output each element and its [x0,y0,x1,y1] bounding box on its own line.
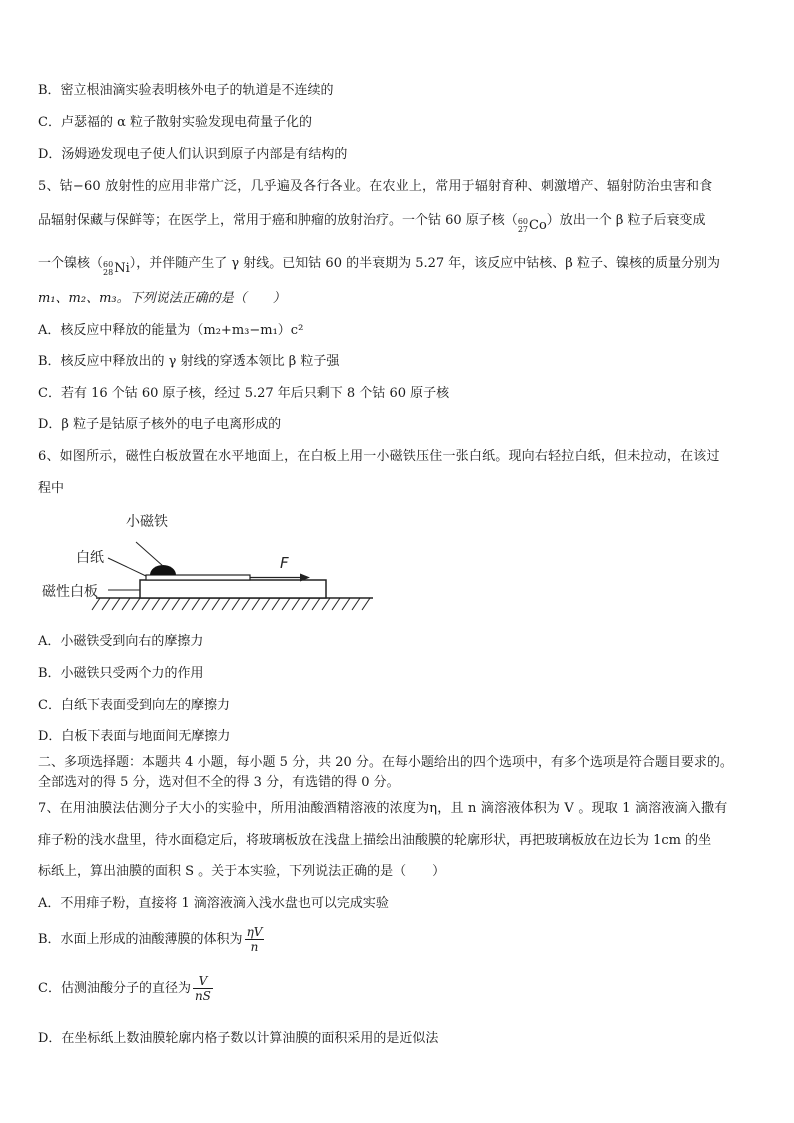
q5-stem-line2 [38,212,706,235]
section2-heading-line2: 全部选对的得 5 分，选对但不全的得 3 分，有选错的得 0 分。 [38,775,400,790]
q6-stem-line2: 程中 [38,481,65,496]
q7-option-b-fraction [245,925,265,954]
small-magnet [150,565,176,575]
nickel-mass-number: 60 [103,260,114,269]
q5-stem-line2-a: 品辐射保藏与保鲜等；在医学上，常用于癌和肿瘤的放射治疗。一个钴 60 原子核（ [38,213,518,228]
q7-option-c-text: C．估测油酸分子的直径为 [38,981,191,996]
label-white-paper: 白纸 [76,550,104,566]
q7-stem-line1: 7、在用油膜法估测分子大小的实验中，所用油酸酒精溶液的浓度为η，且 n 滴溶液体积为 V 。现取 1 滴溶液滴入撒有 [38,801,728,816]
q7-stem-line3: 标纸上，算出油膜的面积 S 。关于本实验，下列说法正确的是（ ） [38,864,446,879]
q5-option-c: C．若有 16 个钴 60 原子核，经过 5.27 年后只剩下 8 个钴 60 原子核 [38,386,450,401]
q7-option-c-fraction [193,974,213,1003]
q5-stem-line1: 5、钴−60 放射性的应用非常广泛，几乎遍及各行各业。在农业上，常用于辐射育种、刺激增产、辐射防治虫害和食 [38,179,713,194]
q7-option-b [38,925,264,954]
cobalt-atomic-number: 27 [517,225,528,234]
fraction-numerator: V [198,974,208,988]
label-small-magnet: 小磁铁 [126,514,168,530]
cobalt-isotope [518,217,547,235]
magnet-leader-line [136,542,163,566]
q7-stem-line2: 痱子粉的浅水盘里，待水面稳定后，将玻璃板放在浅盘上描绘出油酸膜的轮廓形状，再把玻璃板放在边长为 1cm 的坐 [38,833,712,848]
nickel-atomic-number: 28 [103,268,114,277]
q7-option-b-text: B．水面上形成的油酸薄膜的体积为 [38,932,243,947]
q4-option-c: C．卢瑟福的 α 粒子散射实验发现电荷量子化的 [38,115,312,130]
q4-option-d: D．汤姆逊发现电子使人们认识到原子内部是有结构的 [38,147,348,162]
label-magnetic-whiteboard: 磁性白板 [42,584,98,600]
white-paper [146,575,250,580]
nickel-symbol: Ni [114,261,130,276]
cobalt-symbol: Co [529,218,547,233]
q5-option-a: A．核反应中释放的能量为（m₂+m₃−m₁）c² [38,323,304,338]
q5-stem-line3 [38,255,720,278]
magnet-whiteboard-figure [38,506,388,626]
q5-stem-line3-a: 一个镍核（ [38,256,104,271]
magnetic-whiteboard [140,580,326,598]
q5-option-b: B．核反应中释放出的 γ 射线的穿透本领比 β 粒子强 [38,354,340,369]
q6-option-b: B．小磁铁只受两个力的作用 [38,666,204,681]
ground-hatching [92,598,370,610]
q7-option-d: D．在坐标纸上数油膜轮廓内格子数以计算油膜的面积采用的是近似法 [38,1031,439,1046]
nickel-isotope [103,260,130,278]
fraction-numerator: ηV [246,925,263,939]
q6-option-c: C．白纸下表面受到向左的摩擦力 [38,698,230,713]
q4-option-b: B．密立根油滴实验表明核外电子的轨道是不连续的 [38,83,334,98]
q7-option-c [38,974,213,1003]
fraction-denominator: n [250,940,259,954]
q6-stem-line1: 6、如图所示，磁性白板放置在水平地面上，在白板上用一小磁铁压住一张白纸。现向右轻拉白纸，但未拉动，在该过 [38,449,720,464]
q5-option-d: D．β 粒子是钴原子核外的电子电离形成的 [38,417,282,432]
q6-option-d: D．白板下表面与地面间无摩擦力 [38,729,231,744]
q5-stem-line3-b: ），并伴随产生了 γ 射线。已知钴 60 的半衰期为 5.27 年，该反应中钴核、β 粒子、镍核的质量分别为 [129,256,720,271]
label-force: F [280,554,289,572]
paper-leader-line [108,558,146,576]
q5-stem-line4: m₁、m₂、m₃。下列说法正确的是（ ） [38,291,286,306]
q6-option-a: A．小磁铁受到向右的摩擦力 [38,634,204,649]
cobalt-mass-number: 60 [517,217,528,226]
section2-heading-line1: 二、多项选择题：本题共 4 小题，每小题 5 分，共 20 分。在每小题给出的四个选项中，有多个选项是符合题目要求的。 [38,755,733,770]
fraction-denominator: nS [194,989,211,1003]
q5-stem-line2-b: ）放出一个 β 粒子后衰变成 [546,213,706,228]
q7-option-a: A．不用痱子粉，直接将 1 滴溶液滴入浅水盘也可以完成实验 [38,896,389,911]
